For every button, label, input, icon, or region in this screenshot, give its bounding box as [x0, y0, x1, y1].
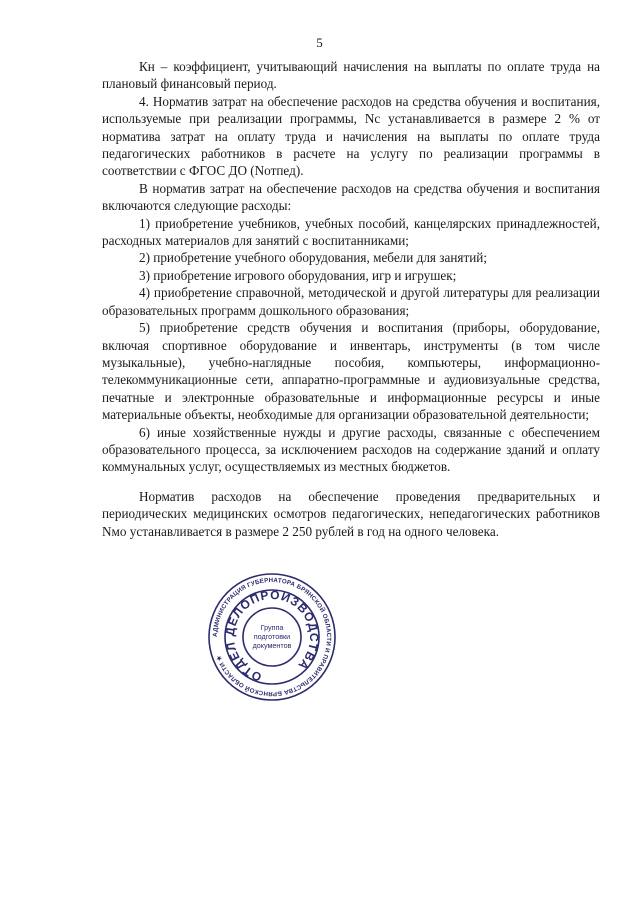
page-number: 5	[316, 35, 323, 50]
stamp-center-line: подготовки	[253, 632, 291, 641]
stamp-seal	[205, 570, 339, 704]
document-body	[102, 58, 600, 540]
stamp-center-line: документов	[252, 641, 292, 650]
list-item: 6) иные хозяйственные нужды и другие расходы, связанные с обеспечением образовательного процесса, за исключением расходов на содержание зданий и оплату коммунальных услуг, осуществляемых из местных бюджетов.	[102, 424, 600, 475]
paragraph-intro-list: В норматив затрат на обеспечение расходов на средства обучения и воспитания включаются следующие расходы:	[102, 180, 600, 214]
stamp-department-text: ОТДЕЛ ДЕЛОПРОИЗВОДСТВА	[222, 587, 322, 685]
paragraph-medical: Норматив расходов на обеспечение проведения предварительных и периодических медицинских осмотров педагогических, непедагогических работников Nмо устанавливается в размере 2 250 рублей в год на одного человека.	[102, 488, 600, 539]
list-item: 5) приобретение средств обучения и воспитания (приборы, оборудование, включая спортивное оборудование и инвентарь, инструменты (в том числе музыкальные), учебно-наглядные пособия, компьютеры, информационно-телекоммуникационные сети, аппаратно-программные и аудиовизуальные средства, печатные и электронные образовательные и информационные ресурсы и иные материальные объекты, необходимые для организации образовательной деятельности;	[102, 320, 600, 423]
list-item: 2) приобретение учебного оборудования, мебели для занятий;	[139, 250, 487, 266]
list-item: 4) приобретение справочной, методической и другой литературы для реализации образовательных программ дошкольного образования;	[102, 285, 600, 318]
stamp-center-line: Группа	[260, 623, 284, 632]
paragraph-kn: Кн – коэффициент, учитывающий начисления на выплаты по оплате труда на плановый финансовый период.	[102, 59, 600, 92]
list-item: 1) приобретение учебников, учебных пособий, канцелярских принадлежностей, расходных материалов для занятий с воспитанниками;	[102, 215, 600, 249]
stamp-outer-text: АДМИНИСТРАЦИЯ ГУБЕРНАТОРА БРЯНСКОЙ ОБЛАСТИ И ПРАВИТЕЛЬСТВА БРЯНСКОЙ ОБЛАСТИ ★	[211, 576, 333, 698]
list-item: 3) приобретение игрового оборудования, игр и игрушек;	[139, 267, 457, 283]
paragraph-item-4: 4. Норматив затрат на обеспечение расходов на средства обучения и воспитания, используемые при реализации программы, Nс устанавливается в размере 2 % от норматива затрат на оплату труда и начисления на выплаты по оплате труда педагогических работников в расчете на услугу по реализации программы в соответствии с ФГОС ДО (Nотпед).	[102, 93, 600, 179]
office-stamp	[205, 570, 339, 704]
